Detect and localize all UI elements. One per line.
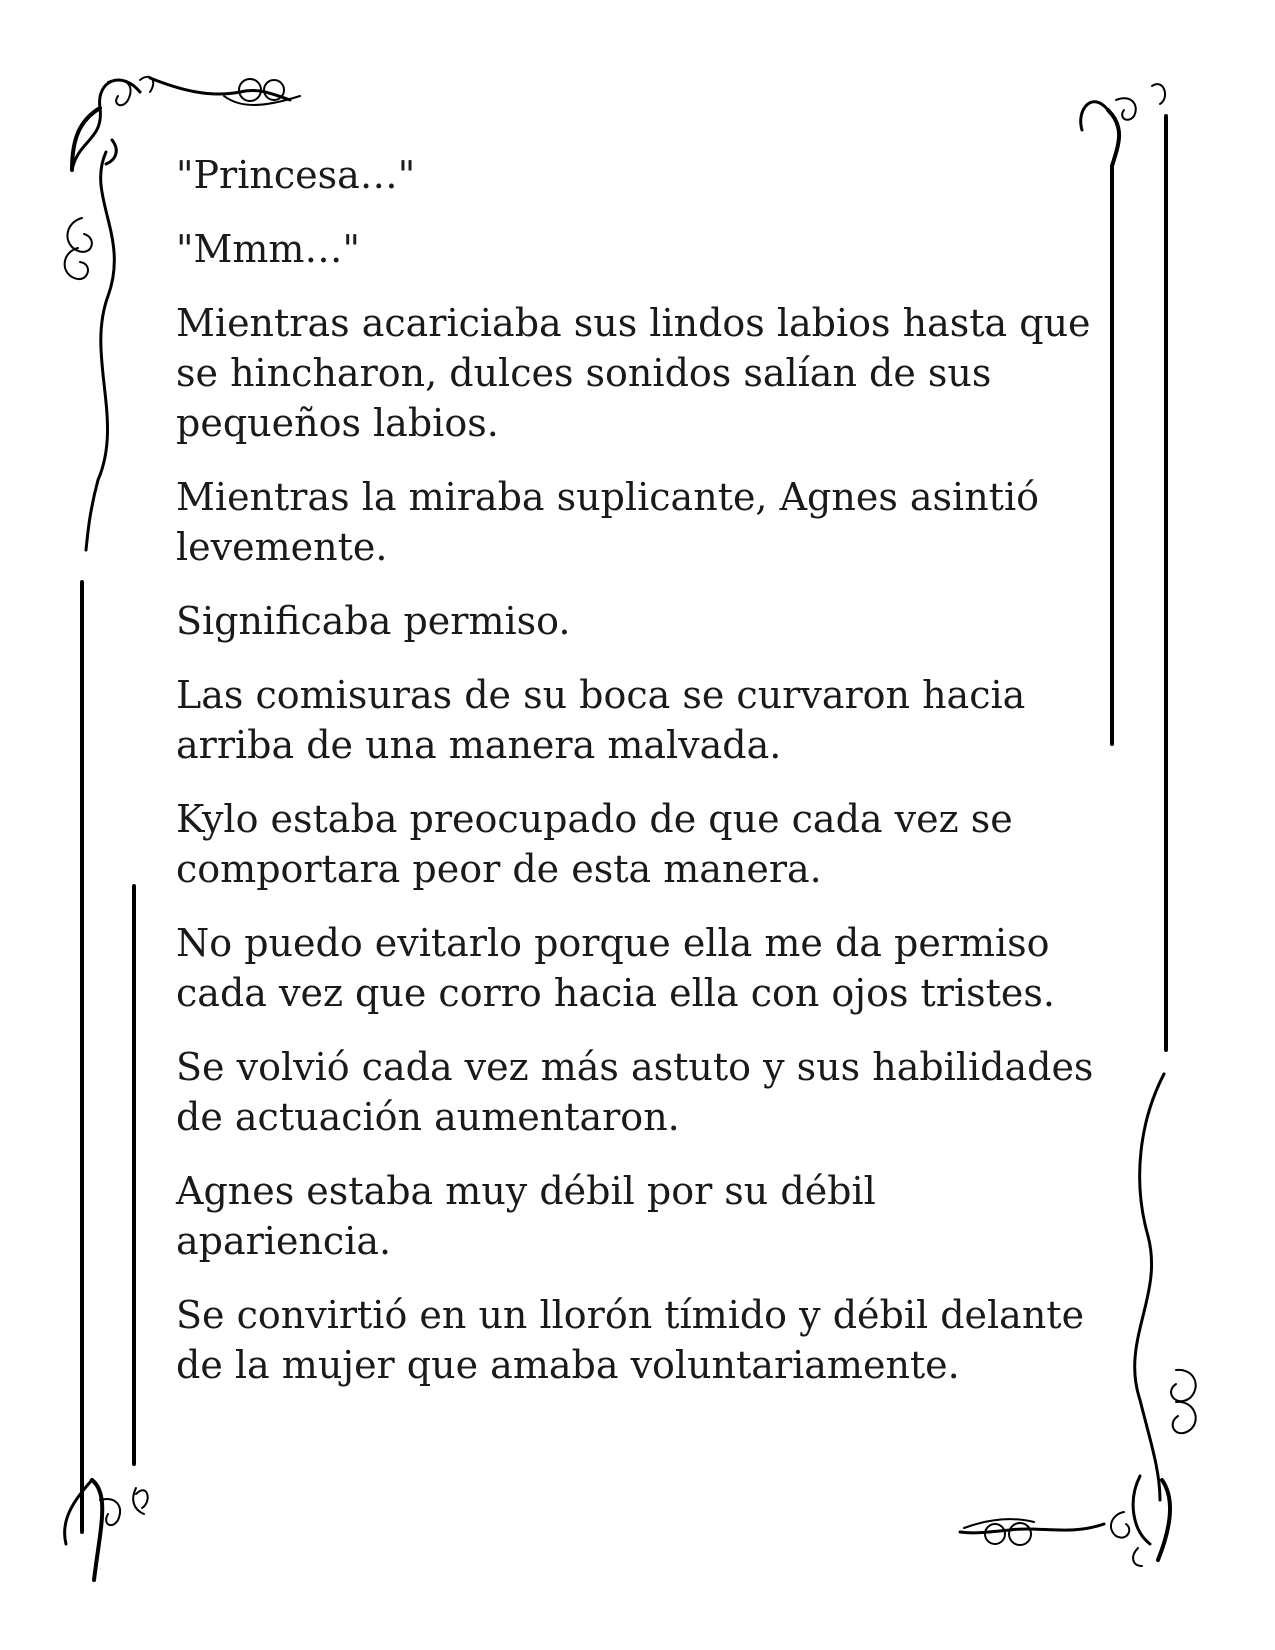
story-text bbox=[176, 150, 1106, 1414]
right-vine-icon bbox=[1135, 1074, 1196, 1500]
paragraph: Se volvió cada vez más astuto y sus habilidades de actuación aumentaron. bbox=[176, 1045, 1094, 1139]
paragraph: Kylo estaba preocupado de que cada vez se comportara peor de esta manera. bbox=[176, 797, 1013, 891]
paragraph: "Princesa…" bbox=[176, 153, 416, 197]
left-vine-icon bbox=[65, 140, 117, 550]
paragraph: Mientras la miraba suplicante, Agnes asintió levemente. bbox=[176, 475, 1039, 569]
paragraph: Significaba permiso. bbox=[176, 599, 571, 643]
paragraph: Las comisuras de su boca se curvaron hacia arriba de una manera malvada. bbox=[176, 673, 1026, 767]
paragraph: No puedo evitarlo porque ella me da permiso cada vez que corro hacia ella con ojos tristes. bbox=[176, 921, 1055, 1015]
paragraph: Mientras acariciaba sus lindos labios hasta que se hincharon, dulces sonidos salían de sus pequeños labios. bbox=[176, 301, 1091, 445]
bottom-left-flourish-icon bbox=[65, 1480, 148, 1580]
bottom-right-flourish-icon bbox=[960, 1476, 1170, 1566]
paragraph: Agnes estaba muy débil por su débil apariencia. bbox=[176, 1169, 876, 1263]
paragraph: "Mmm…" bbox=[176, 227, 360, 271]
paragraph: Se convirtió en un llorón tímido y débil delante de la mujer que amaba voluntariamente. bbox=[176, 1293, 1085, 1387]
